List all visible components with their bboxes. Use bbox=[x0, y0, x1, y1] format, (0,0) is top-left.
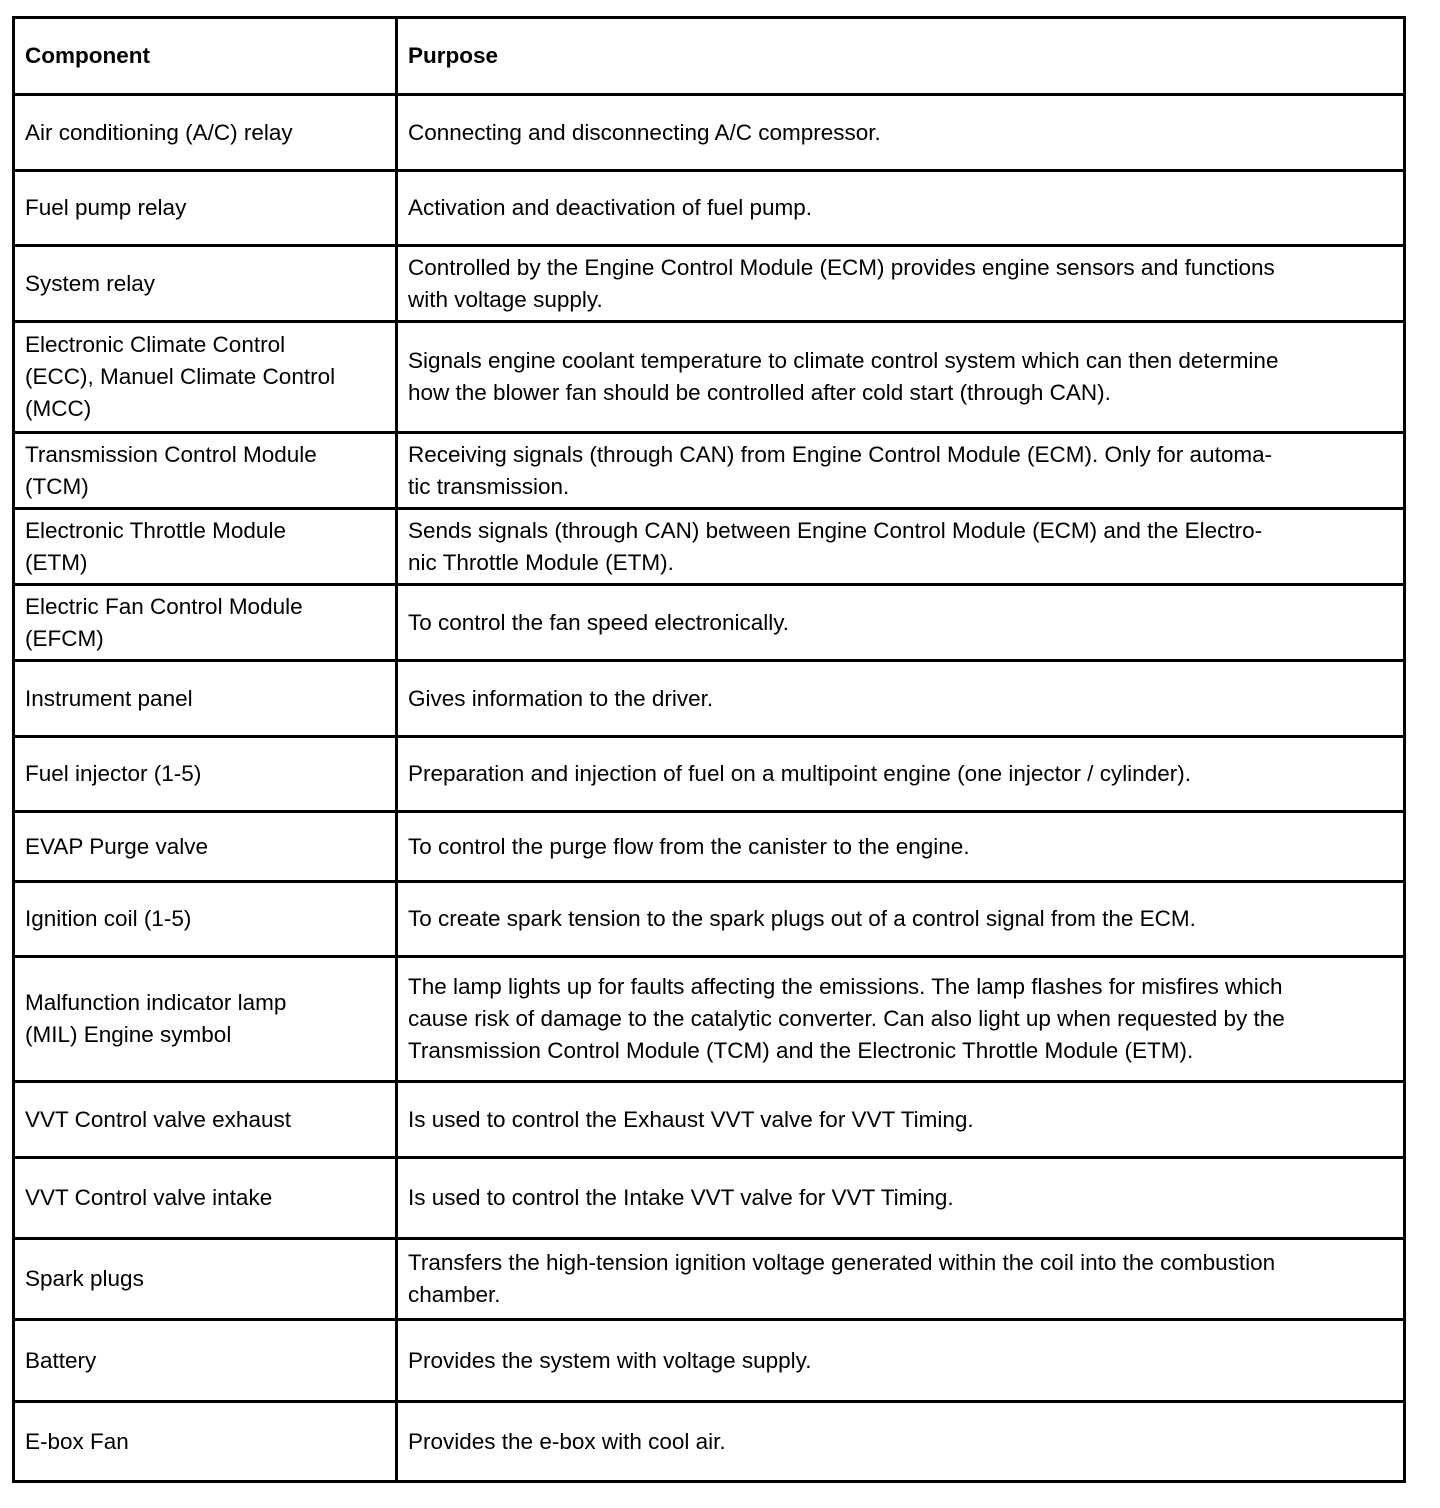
table-row bbox=[14, 661, 1405, 737]
purpose-cell: Gives information to the driver. bbox=[397, 661, 1405, 737]
table-row bbox=[14, 812, 1405, 882]
component-cell: VVT Control valve exhaust bbox=[14, 1082, 397, 1158]
component-cell: Ignition coil (1-5) bbox=[14, 882, 397, 957]
component-cell: Spark plugs bbox=[14, 1239, 397, 1320]
component-cell: Electronic Climate Control (ECC), Manuel Climate Control (MCC) bbox=[14, 322, 397, 433]
component-cell: VVT Control valve intake bbox=[14, 1158, 397, 1239]
component-cell: Instrument panel bbox=[14, 661, 397, 737]
table-row bbox=[14, 1158, 1405, 1239]
purpose-cell: To create spark tension to the spark plugs out of a control signal from the ECM. bbox=[397, 882, 1405, 957]
component-cell: Electronic Throttle Module (ETM) bbox=[14, 509, 397, 585]
table-row bbox=[14, 1239, 1405, 1320]
component-cell: Battery bbox=[14, 1320, 397, 1402]
component-cell: Malfunction indicator lamp (MIL) Engine symbol bbox=[14, 957, 397, 1082]
table-row bbox=[14, 246, 1405, 322]
table-row bbox=[14, 737, 1405, 812]
component-cell: EVAP Purge valve bbox=[14, 812, 397, 882]
purpose-cell: Signals engine coolant temperature to climate control system which can then determine how the blower fan should be controlled after cold start (through CAN). bbox=[397, 322, 1405, 433]
table-row bbox=[14, 322, 1405, 433]
purpose-cell: Preparation and injection of fuel on a multipoint engine (one injector / cylinder). bbox=[397, 737, 1405, 812]
purpose-cell: To control the fan speed electronically. bbox=[397, 585, 1405, 661]
table-row bbox=[14, 509, 1405, 585]
purpose-cell: Transfers the high-tension ignition voltage generated within the coil into the combustion chamber. bbox=[397, 1239, 1405, 1320]
component-cell: Fuel pump relay bbox=[14, 171, 397, 246]
component-cell: Fuel injector (1-5) bbox=[14, 737, 397, 812]
table-row bbox=[14, 1320, 1405, 1402]
table-row bbox=[14, 171, 1405, 246]
component-purpose-table bbox=[12, 16, 1406, 1483]
table-header-row bbox=[14, 18, 1405, 95]
purpose-cell: Provides the e-box with cool air. bbox=[397, 1402, 1405, 1482]
table-row bbox=[14, 957, 1405, 1082]
purpose-cell: Receiving signals (through CAN) from Engine Control Module (ECM). Only for automa- tic transmission. bbox=[397, 433, 1405, 509]
component-cell: System relay bbox=[14, 246, 397, 322]
table-row bbox=[14, 433, 1405, 509]
component-cell: Electric Fan Control Module (EFCM) bbox=[14, 585, 397, 661]
component-cell: Air conditioning (A/C) relay bbox=[14, 95, 397, 171]
purpose-cell: Is used to control the Exhaust VVT valve for VVT Timing. bbox=[397, 1082, 1405, 1158]
purpose-cell: The lamp lights up for faults affecting the emissions. The lamp flashes for misfires which cause risk of damage to the catalytic converter. Can also light up when requested by the Transmission Control Module (TCM) and the Electronic Throttle Module (ETM). bbox=[397, 957, 1405, 1082]
component-cell: E-box Fan bbox=[14, 1402, 397, 1482]
purpose-cell: Provides the system with voltage supply. bbox=[397, 1320, 1405, 1402]
component-cell: Transmission Control Module (TCM) bbox=[14, 433, 397, 509]
purpose-cell: Sends signals (through CAN) between Engine Control Module (ECM) and the Electro- nic Throttle Module (ETM). bbox=[397, 509, 1405, 585]
table-row bbox=[14, 1402, 1405, 1482]
table-row bbox=[14, 882, 1405, 957]
purpose-cell: Activation and deactivation of fuel pump. bbox=[397, 171, 1405, 246]
table-row bbox=[14, 95, 1405, 171]
header-purpose: Purpose bbox=[397, 18, 1405, 95]
header-component: Component bbox=[14, 18, 397, 95]
purpose-cell: Connecting and disconnecting A/C compressor. bbox=[397, 95, 1405, 171]
purpose-cell: Is used to control the Intake VVT valve for VVT Timing. bbox=[397, 1158, 1405, 1239]
table-row bbox=[14, 1082, 1405, 1158]
purpose-cell: Controlled by the Engine Control Module (ECM) provides engine sensors and functions with voltage supply. bbox=[397, 246, 1405, 322]
table-row bbox=[14, 585, 1405, 661]
purpose-cell: To control the purge flow from the canister to the engine. bbox=[397, 812, 1405, 882]
